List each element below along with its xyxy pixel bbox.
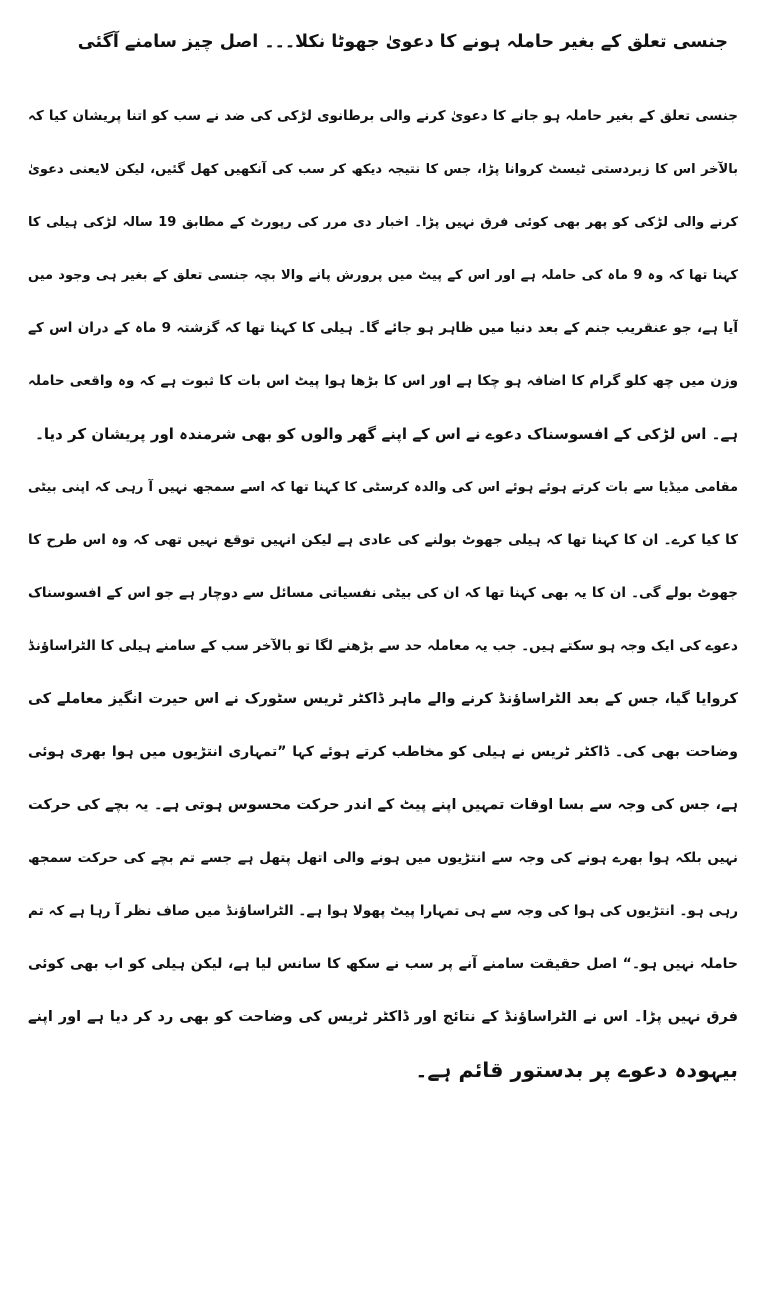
body-line: کرنے والی لڑکی کو پھر بھی کوئی فرق نہیں پڑا۔ اخبار دی مرر کی رپورٹ کے مطابق 19 سالہ لڑکی ہیلی کا [28,215,738,230]
body-line: ہے۔ اس لڑکی کے افسوسناک دعوے نے اس کے اپنے گھر والوں کو بھی شرمندہ اور پریشان کر دیا۔ [35,425,738,443]
body-line: مقامی میڈیا سے بات کرتے ہوئے ہوئے اس کی والدہ کرسٹی کا کہنا تھا کہ اسے سمجھ نہیں آ رہی کہ اپنی بیٹی [28,480,738,495]
body-line: آیا ہے، جو عنقریب جنم کے بعد دنیا میں ظاہر ہو جائے گا۔ ہیلی کا کہنا تھا کہ گزشتہ 9 ماہ کے دران اس کے [28,320,738,336]
body-line: جھوٹ بولے گی۔ ان کا یہ بھی کہنا تھا کہ ان کی بیٹی نفسیاتی مسائل سے دوچار ہے جو اس کے افسوسناک [28,585,738,601]
body-line: وزن میں چھ کلو گرام کا اضافہ ہو چکا ہے اور اس کا بڑھا ہوا پیٹ اس بات کا ثبوت ہے کہ وہ واقعی حاملہ [28,373,738,389]
article-body [28,90,738,1097]
body-line: بیہودہ دعوے پر بدستور قائم ہے۔ [415,1058,738,1082]
body-line: کہنا تھا کہ وہ 9 ماہ کی حاملہ ہے اور اس کے پیٹ میں پرورش پانے والا بچہ جنسی تعلق کے بغیر ہی وجود میں [28,268,738,283]
body-line: دعوے کی ایک وجہ ہو سکتے ہیں۔ جب یہ معاملہ حد سے بڑھنے لگا تو بالآخر سب کے سامنے ہیلی کا الٹراساؤنڈ [28,638,738,654]
body-line: جنسی تعلق کے بغیر حاملہ ہو جانے کا دعویٰ کرنے والی برطانوی لڑکی کی ضد نے سب کو اتنا پریشان کیا کہ [28,108,738,124]
body-line: کا کیا کرے۔ ان کا کہنا تھا کہ ہیلی جھوٹ بولنے کی عادی ہے لیکن انہیں توقع نہیں تھی کہ وہ اس طرح کا [28,532,738,548]
body-line: بالآخر اس کا زبردستی ٹیسٹ کروانا پڑا، جس کا نتیجہ دیکھ کر سب کی آنکھیں کھل گئیں، لیکن لایعنی دعویٰ [28,162,738,177]
body-line: ہے، جس کی وجہ سے بسا اوقات تمہیں اپنے پیٹ کے اندر حرکت محسوس ہوتی ہے۔ یہ بچے کی حرکت [28,797,738,813]
body-line: نہیں بلکہ ہوا بھرے ہونے کی وجہ سے انتڑیوں میں ہونے والی اتھل پتھل ہے جسے تم بچے کی حرکت سمجھ [28,850,738,866]
body-line: کروایا گیا، جس کے بعد الٹراساؤنڈ کرنے والے ماہر ڈاکٹر ٹریس سٹورک نے اس حیرت انگیز معاملے کی [28,691,738,707]
body-line: حاملہ نہیں ہو۔“ اصل حقیقت سامنے آنے پر سب نے سکھ کا سانس لیا ہے، لیکن ہیلی کو اب بھی کوئی [28,956,738,972]
body-line: فرق نہیں پڑا۔ اس نے الٹراساؤنڈ کے نتائج اور ڈاکٹر ٹریس کی وضاحت کو بھی رد کر دیا ہے اور اپنے [28,1009,738,1025]
body-line: وضاحت بھی کی۔ ڈاکٹر ٹریس نے ہیلی کو مخاطب کرتے ہوئے کہا ”تمہاری انتڑیوں میں ہوا بھری ہوئی [28,744,738,760]
article-headline: جنسی تعلق کے بغیر حاملہ ہونے کا دعویٰ جھوٹا نکلا۔۔۔ اصل چیز سامنے آگئی [78,32,728,52]
body-line: رہی ہو۔ انتڑیوں کی ہوا کی وجہ سے ہی تمہارا پیٹ پھولا ہوا ہے۔ الٹراساؤنڈ میں صاف نظر آ رہا ہے کہ تم [28,903,738,919]
